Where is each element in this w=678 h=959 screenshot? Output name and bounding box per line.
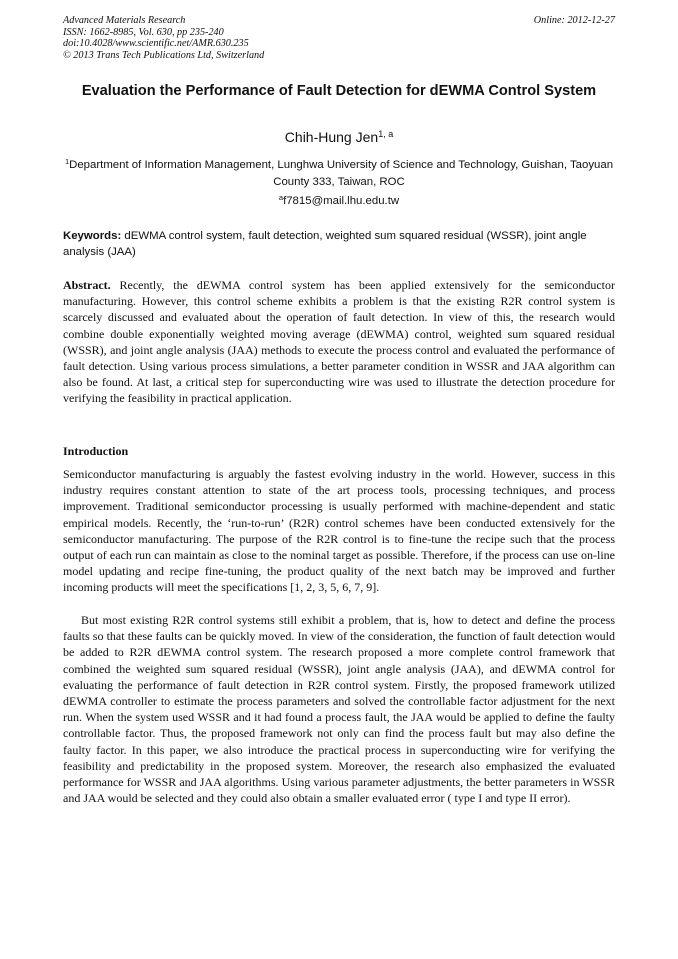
journal-name: Advanced Materials Research xyxy=(63,15,186,26)
affiliation xyxy=(63,154,615,190)
section-heading-introduction: Introduction xyxy=(63,444,129,458)
copyright-line: © 2013 Trans Tech Publications Ltd, Switzerland xyxy=(63,49,265,61)
affiliation-superscript: 1 xyxy=(64,157,70,166)
keywords-label: Keywords: xyxy=(63,230,122,242)
author-email: f7815@mail.lhu.edu.tw xyxy=(283,195,400,207)
author-line xyxy=(63,129,615,145)
paper-title: Evaluation the Performance of Fault Detection for dEWMA Control System xyxy=(81,83,597,99)
intro-paragraph-1: Semiconductor manufacturing is arguably the fastest evolving industry in the world. However, success in this industry requires constant attention to state of the art process tools, processing techniques, and process improvement. Traditional semiconductor processing is usually performed with machine-dependent and static empirical models. Recently, the ‘run-to-run’ (R2R) control schemes have been conducted extensively for the semiconductor manufacturing. The purpose of the R2R control is to fine-tune the recipe such that the process output of each run can maintain as close to the nominal target as possible. Therefore, if the process can use on-line model updating and recipe fine-tuning, the product quality of the next batch may be improved and further incoming products will meet the specifications [1, 2, 3, 5, 6, 7, 9]. xyxy=(63,467,615,595)
intro-paragraph-2: But most existing R2R control systems still exhibit a problem, that is, how to detect and define the process faults so that these faults can be quickly moved. In view of the consideration, the function of fault detection would be added to R2R dEWMA control system. The research proposed a more complete control framework that combined the weighted sum squared residual (WSSR), joint angle analysis (JAA), and dEWMA control for evaluating the performance of fault detection in R2R control system. Firstly, the proposed framework utilized dEWMA controller to estimate the process parameters and solved the controllable factor adjustment for the next run. When the system used WSSR and it had found a process fault, the JAA would be applied to define the faulty controllable factor. Thus, the proposed framework not only can find the process fault but may also define the faulty factor. In this paper, we also introduce the practical process in superconducting wire for verifying the feasibility and predictability in the proposed system. Moreover, the research also emphasized the evaluated performance for WSSR and JAA algorithms. Using various parameter adjustments, the better parameters in WSSR and JAA would be selected and they could also obtain a smaller evaluated error ( type I and type II error). xyxy=(63,613,615,806)
affiliation-text: Department of Information Management, Lunghwa University of Science and Technology, Guishan, Taoyuan County 333, Taiwan, ROC xyxy=(69,159,614,188)
abstract xyxy=(63,277,615,407)
abstract-label: Abstract. xyxy=(63,278,111,292)
doi-line: doi:10.4028/www.scientific.net/AMR.630.235 xyxy=(63,38,249,49)
keywords-text: dEWMA control system, fault detection, weighted sum squared residual (WSSR), joint angle analysis (JAA) xyxy=(63,230,587,258)
issn-line: ISSN: 1662-8985, Vol. 630, pp 235-240 xyxy=(63,26,224,38)
email-superscript: a xyxy=(278,193,284,202)
email-line xyxy=(63,193,615,207)
keywords xyxy=(63,228,615,260)
author-name: Chih-Hung Jen xyxy=(284,129,379,145)
abstract-text: Recently, the dEWMA control system has been applied extensively for the semiconductor manufacturing. However, this control scheme exhibits a problem is that the existing R2R control system is scarcely discussed and evaluated about the operation of fault detection. In view of this, the research would combine double exponentially weighted moving average (dEWMA) control, weighted sum squared residual (WSSR), and joint angle analysis (JAA) methods to execute the process control and evaluated the performance of fault detection. Using various process simulations, a better parameter condition in WSSR and JAA algorithm can also be found. At last, a critical step for superconducting wire was used to illustrate the detection procedure for verifying the feasibility in practical application. xyxy=(63,278,616,406)
online-date: Online: 2012-12-27 xyxy=(533,15,615,26)
author-superscript: 1, a xyxy=(378,129,394,139)
